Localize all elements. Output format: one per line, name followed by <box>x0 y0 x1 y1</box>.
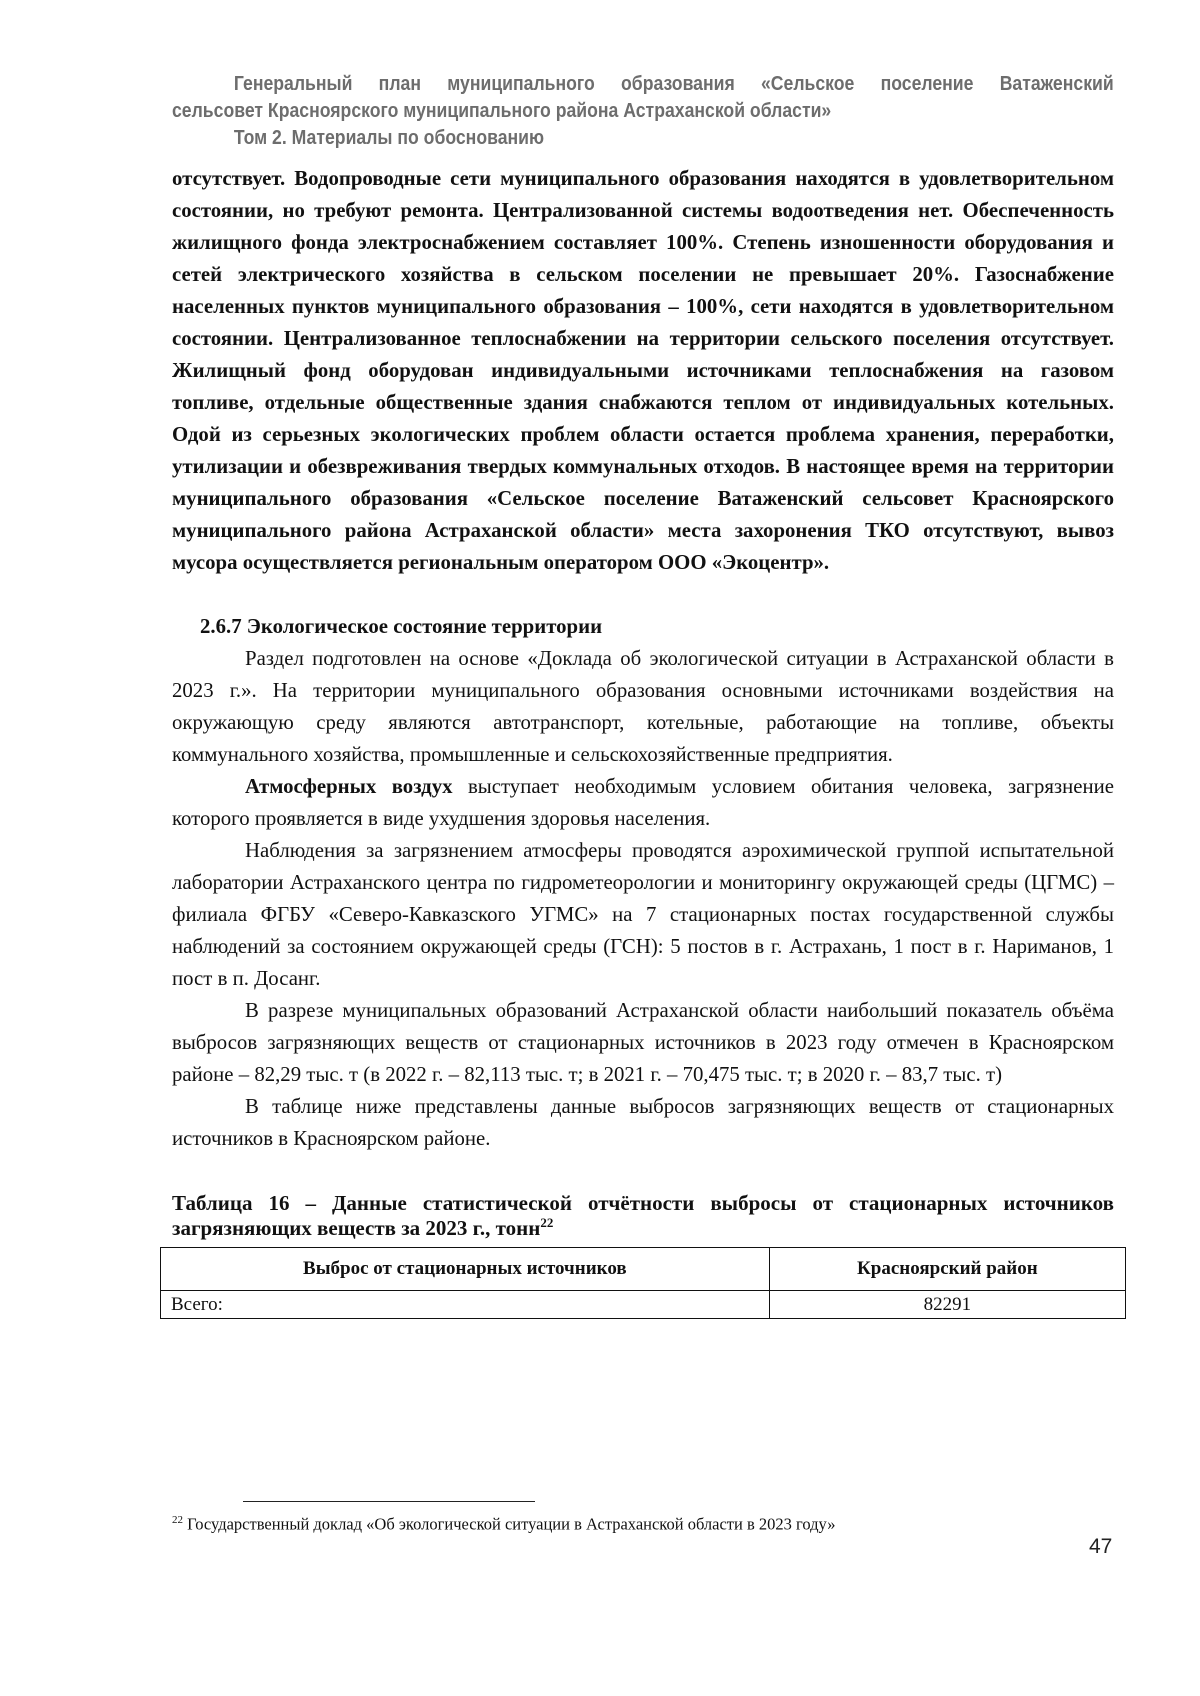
emissions-table <box>160 1247 1126 1319</box>
paragraph-2-bold: Атмосферных воздух <box>245 775 453 798</box>
footnote-text: Государственный доклад «Об экологической ситуации в Астраханской области в 2023 году» <box>183 1514 836 1534</box>
header-line-3: Том 2. Материалы по обоснованию <box>233 126 545 149</box>
footnote-number: 22 <box>172 1514 183 1526</box>
footnote <box>172 1514 1114 1535</box>
table-caption-footnote-ref: 22 <box>540 1215 554 1230</box>
running-header <box>172 70 1114 151</box>
table-header-cell: Красноярский район <box>769 1248 1125 1291</box>
paragraph-3: Наблюдения за загрязнением атмосферы проводятся аэрохимической группой испытательной лаборатории Астраханского центра по гидрометеорологии и мониторингу окружающей среды (ЦГМС) – филиала ФГБУ «Северо-Кавказского УГМС» на 7 стационарных постах государственной службы наблюдений за состоянием окружающей среды (ГСН): 5 постов в г. Астрахань, 1 пост в г. Нариманов, 1 пост в п. Досанг. <box>172 839 1114 990</box>
paragraph-2-text: выступает необходимым условием обитания человека, загрязнение которого проявляется в виде ухудшения здоровья населения. <box>172 775 1114 830</box>
page-number: 47 <box>1089 1535 1113 1558</box>
intro-paragraph: отсутствует. Водопроводные сети муниципального образования находятся в удовлетворительном состоянии, но требуют ремонта. Централизованной системы водоотведения нет. Обеспеченность жилищного фонда электроснабжением составляет 100%. Степень изношенности оборудования и сетей электрического хозяйства в сельском поселении не превышает 20%. Газоснабжение населенных пунктов муниципального образования – 100%, сети находятся в удовлетворительном состоянии. Централизованное теплоснабжении на территории сельского поселения отсутствует. Жилищный фонд оборудован индивидуальными источниками теплоснабжения на газовом топливе, отдельные общественные здания снабжаются теплом от индивидуальных котельных. Одой из серьезных экологических проблем области остается проблема хранения, переработки, утилизации и обезвреживания твердых коммунальных отходов. В настоящее время на территории муниципального образования «Сельское поселение Ватаженский сельсовет Красноярского муниципального района Астраханской области» места захоронения ТКО отсутствуют, вывоз мусора осуществляется региональным оператором ООО «Экоцентр». <box>172 167 1114 574</box>
section-heading: 2.6.7 Экологическое состояние территории <box>200 615 603 638</box>
table-row <box>161 1291 1126 1319</box>
table-caption-text: Таблица 16 – Данные статистической отчётности выбросы от стационарных источников загрязняющих веществ за 2023 г., тонн <box>172 1191 1114 1240</box>
paragraph-2 <box>172 771 1114 835</box>
document-body <box>172 163 1114 1319</box>
header-line-2: сельсовет Красноярского муниципального района Астраханской области» <box>172 99 832 122</box>
paragraph-1: Раздел подготовлен на основе «Доклада об экологической ситуации в Астраханской области в 2023 г.». На территории муниципального образования основными источниками воздействия на окружающую среду являются автотранспорт, котельные, работающие на топливе, объекты коммунального хозяйства, промышленные и сельскохозяйственные предприятия. <box>172 647 1114 766</box>
table-cell-label: Всего: <box>161 1291 770 1319</box>
table-cell-value: 82291 <box>769 1291 1125 1319</box>
paragraph-4: В разрезе муниципальных образований Астраханской области наибольший показатель объёма выбросов загрязняющих веществ от стационарных источников в 2023 году отмечен в Красноярском районе – 82,29 тыс. т (в 2022 г. – 82,113 тыс. т; в 2021 г. – 70,475 тыс. т; в 2020 г. – 83,7 тыс. т) <box>172 999 1114 1086</box>
footnote-divider <box>243 1501 535 1502</box>
table-caption <box>172 1191 1114 1241</box>
paragraph-5: В таблице ниже представлены данные выбросов загрязняющих веществ от стационарных источников в Красноярском районе. <box>172 1095 1114 1150</box>
table-header-cell: Выброс от стационарных источников <box>161 1248 770 1291</box>
header-line-1: Генеральный план муниципального образования «Сельское поселение Ватаженский <box>233 72 1114 95</box>
table-header-row <box>161 1248 1126 1291</box>
